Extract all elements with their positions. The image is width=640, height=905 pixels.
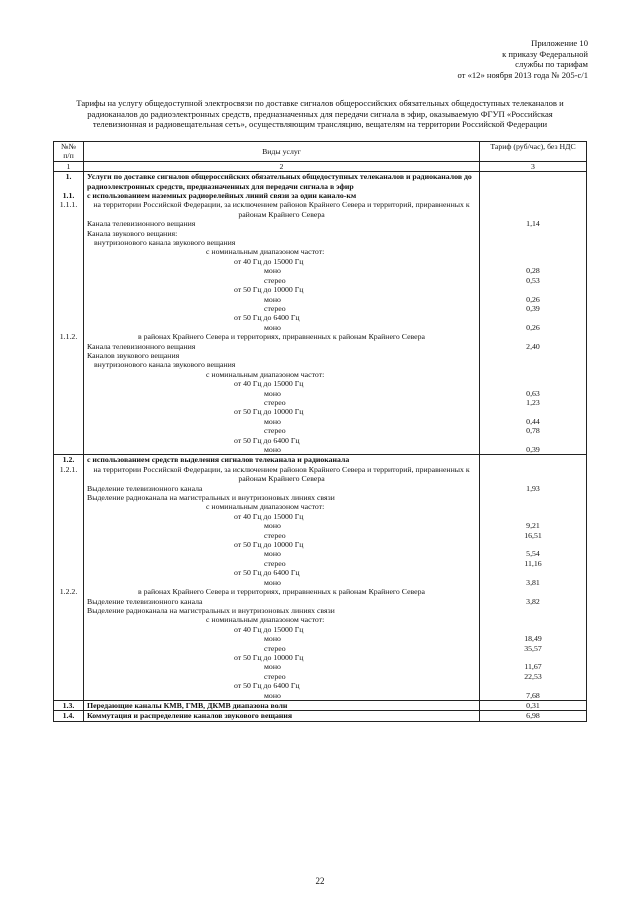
row-service: внутризонового канала звукового вещания	[84, 360, 480, 369]
row-number	[54, 625, 84, 634]
row-service: Канала телевизионного вещания	[84, 219, 480, 228]
row-service: Выделение телевизионного канала	[84, 484, 480, 493]
row-tariff: 0,78	[480, 426, 587, 435]
row-service: от 50 Гц до 10000 Гц	[84, 407, 480, 416]
row-tariff	[480, 465, 587, 484]
row-number	[54, 370, 84, 379]
row-service: от 40 Гц до 15000 Гц	[84, 625, 480, 634]
row-number: 1.2.2.	[54, 587, 84, 596]
row-tariff	[480, 436, 587, 445]
row-tariff: 2,40	[480, 342, 587, 351]
index-col-3: 3	[480, 161, 587, 171]
row-number: 1.4.	[54, 711, 84, 721]
row-service: Канала звукового вещания:	[84, 229, 480, 238]
appendix-line-1: Приложение 10	[531, 38, 588, 48]
row-number	[54, 445, 84, 455]
row-number	[54, 606, 84, 615]
row-service: от 50 Гц до 10000 Гц	[84, 285, 480, 294]
row-service: внутризонового канала звукового вещания	[84, 238, 480, 247]
row-number	[54, 257, 84, 266]
table-row	[54, 389, 587, 398]
row-service: от 50 Гц до 6400 Гц	[84, 568, 480, 577]
row-service: моно	[84, 549, 480, 558]
row-service: Выделение телевизионного канала	[84, 597, 480, 606]
row-service: с номинальным диапазоном частот:	[84, 502, 480, 511]
row-number	[54, 238, 84, 247]
row-number	[54, 568, 84, 577]
row-tariff	[480, 257, 587, 266]
row-number	[54, 531, 84, 540]
row-number	[54, 229, 84, 238]
row-number	[54, 662, 84, 671]
row-service: от 40 Гц до 15000 Гц	[84, 379, 480, 388]
row-number	[54, 426, 84, 435]
row-number	[54, 521, 84, 530]
appendix-line-4: от «12» ноября 2013 года № 205-с/1	[457, 69, 588, 80]
row-service: на территории Российской Федерации, за исключением районов Крайнего Севера и территорий, приравненных к районам Крайнего Севера	[84, 465, 480, 484]
row-service: с номинальным диапазоном частот:	[84, 615, 480, 624]
table-row	[54, 465, 587, 484]
row-number: 1.1.2.	[54, 332, 84, 341]
row-tariff	[480, 379, 587, 388]
row-service: от 40 Гц до 15000 Гц	[84, 512, 480, 521]
table-row	[54, 285, 587, 294]
table-row	[54, 521, 587, 530]
row-service: моно	[84, 521, 480, 530]
table-header-row	[54, 142, 587, 162]
row-service: от 50 Гц до 6400 Гц	[84, 313, 480, 322]
table-index-row	[54, 161, 587, 171]
table-row	[54, 587, 587, 596]
table-row	[54, 559, 587, 568]
row-tariff: 0,63	[480, 389, 587, 398]
table-row	[54, 276, 587, 285]
table-row	[54, 578, 587, 587]
row-number	[54, 398, 84, 407]
table-row	[54, 568, 587, 577]
table-row	[54, 398, 587, 407]
table-row	[54, 455, 587, 465]
table-row	[54, 238, 587, 247]
row-tariff	[480, 407, 587, 416]
row-service: моно	[84, 445, 480, 455]
table-row	[54, 304, 587, 313]
row-number	[54, 484, 84, 493]
table-row	[54, 597, 587, 606]
row-number	[54, 304, 84, 313]
table-row	[54, 512, 587, 521]
row-service: Передающие каналы КМВ, ГМВ, ДКМВ диапазона волн	[84, 700, 480, 710]
table-row	[54, 436, 587, 445]
row-tariff: 9,21	[480, 521, 587, 530]
row-number	[54, 313, 84, 322]
row-number	[54, 578, 84, 587]
row-service: от 50 Гц до 6400 Гц	[84, 436, 480, 445]
row-tariff: 0,39	[480, 445, 587, 455]
row-tariff	[480, 172, 587, 191]
row-service: от 40 Гц до 15000 Гц	[84, 257, 480, 266]
table-row	[54, 662, 587, 671]
row-number: 1.2.	[54, 455, 84, 465]
tariff-table	[53, 141, 587, 722]
row-tariff: 6,98	[480, 711, 587, 721]
table-row	[54, 219, 587, 228]
table-row	[54, 653, 587, 662]
row-number: 1.3.	[54, 700, 84, 710]
row-tariff	[480, 681, 587, 690]
row-tariff	[480, 653, 587, 662]
table-row	[54, 681, 587, 690]
row-number: 1.	[54, 172, 84, 191]
row-service: в районах Крайнего Севера и территориях, приравненных к районам Крайнего Севера	[84, 587, 480, 596]
row-number	[54, 502, 84, 511]
row-service: моно	[84, 691, 480, 701]
row-number	[54, 219, 84, 228]
row-number	[54, 549, 84, 558]
table-row	[54, 700, 587, 710]
row-tariff: 0,26	[480, 295, 587, 304]
row-service: от 50 Гц до 10000 Гц	[84, 540, 480, 549]
table-row	[54, 484, 587, 493]
row-service: стерео	[84, 644, 480, 653]
row-service: моно	[84, 634, 480, 643]
row-tariff	[480, 313, 587, 322]
table-row	[54, 615, 587, 624]
row-tariff: 1,93	[480, 484, 587, 493]
table-row	[54, 332, 587, 341]
table-row	[54, 691, 587, 701]
row-number	[54, 323, 84, 332]
table-row	[54, 313, 587, 322]
row-tariff	[480, 512, 587, 521]
appendix-line-2: к приказу Федеральной	[502, 48, 588, 59]
row-number	[54, 389, 84, 398]
row-tariff: 35,57	[480, 644, 587, 653]
row-tariff	[480, 625, 587, 634]
row-number	[54, 247, 84, 256]
table-row	[54, 417, 587, 426]
table-row	[54, 407, 587, 416]
table-row	[54, 634, 587, 643]
row-tariff: 0,26	[480, 323, 587, 332]
table-row	[54, 323, 587, 332]
row-tariff	[480, 587, 587, 596]
row-number	[54, 672, 84, 681]
row-service: от 50 Гц до 10000 Гц	[84, 653, 480, 662]
table-row	[54, 531, 587, 540]
row-service: моно	[84, 578, 480, 587]
row-tariff	[480, 568, 587, 577]
table-row	[54, 493, 587, 502]
row-number	[54, 691, 84, 701]
table-row	[54, 351, 587, 360]
row-service: моно	[84, 389, 480, 398]
row-number: 1.1.1.	[54, 200, 84, 219]
row-tariff	[480, 455, 587, 465]
table-row	[54, 247, 587, 256]
table-row	[54, 229, 587, 238]
row-number	[54, 512, 84, 521]
row-number	[54, 597, 84, 606]
table-row	[54, 370, 587, 379]
row-service: моно	[84, 266, 480, 275]
row-number	[54, 644, 84, 653]
table-row	[54, 606, 587, 615]
table-row	[54, 502, 587, 511]
table-row	[54, 360, 587, 369]
table-row	[54, 172, 587, 191]
row-number	[54, 559, 84, 568]
row-number: 1.1.	[54, 191, 84, 200]
row-service: стерео	[84, 398, 480, 407]
row-service: Выделение радиоканала на магистральных и внутризоновых линиях связи	[84, 606, 480, 615]
row-service: Выделение радиоканала на магистральных и внутризоновых линиях связи	[84, 493, 480, 502]
row-service: на территории Российской Федерации, за исключением районов Крайнего Севера и территорий, приравненных к районам Крайнего Севера	[84, 200, 480, 219]
table-row	[54, 266, 587, 275]
table-row	[54, 200, 587, 219]
table-row	[54, 191, 587, 200]
table-row	[54, 342, 587, 351]
row-number	[54, 342, 84, 351]
row-number	[54, 351, 84, 360]
row-service: Каналов звукового вещания	[84, 351, 480, 360]
header-tariff: Тариф (руб/час), без НДС	[480, 142, 587, 162]
table-row	[54, 625, 587, 634]
row-tariff: 0,39	[480, 304, 587, 313]
row-number	[54, 379, 84, 388]
row-tariff	[480, 247, 587, 256]
row-tariff	[480, 229, 587, 238]
row-tariff	[480, 370, 587, 379]
row-tariff	[480, 285, 587, 294]
table-row	[54, 257, 587, 266]
table-row	[54, 711, 587, 721]
row-number	[54, 615, 84, 624]
row-service: моно	[84, 662, 480, 671]
row-service: стерео	[84, 531, 480, 540]
header-num: №№ п/п	[54, 142, 84, 162]
row-service: Коммутация и распределение каналов звукового вещания	[84, 711, 480, 721]
row-number	[54, 360, 84, 369]
row-service: стерео	[84, 426, 480, 435]
table-row	[54, 549, 587, 558]
row-number	[54, 276, 84, 285]
table-row	[54, 445, 587, 455]
row-tariff	[480, 360, 587, 369]
row-tariff	[480, 502, 587, 511]
row-tariff: 0,28	[480, 266, 587, 275]
index-col-2: 2	[84, 161, 480, 171]
header-services: Виды услуг	[84, 142, 480, 162]
row-tariff: 0,53	[480, 276, 587, 285]
row-service: с номинальным диапазоном частот:	[84, 247, 480, 256]
row-service: с использованием наземных радиорелейных линий связи за один канало-км	[84, 191, 480, 200]
row-service: моно	[84, 295, 480, 304]
row-tariff	[480, 493, 587, 502]
table-row	[54, 672, 587, 681]
row-service: моно	[84, 323, 480, 332]
row-tariff	[480, 615, 587, 624]
table-row	[54, 644, 587, 653]
row-tariff: 11,67	[480, 662, 587, 671]
row-service: с использованием средств выделения сигналов телеканала и радиоканала	[84, 455, 480, 465]
row-tariff	[480, 238, 587, 247]
appendix-block	[457, 38, 588, 80]
row-service: Канала телевизионного вещания	[84, 342, 480, 351]
row-number	[54, 436, 84, 445]
row-tariff: 1,23	[480, 398, 587, 407]
table-row	[54, 540, 587, 549]
row-service: от 50 Гц до 6400 Гц	[84, 681, 480, 690]
document-title: Тарифы на услугу общедоступной электросвязи по доставке сигналов общероссийских обязательных общедоступных телеканалов и радиоканалов до радиоэлектронных средств, предназначенных для передачи сигнала в эфир, оказываемую ФГУП «Российская телевизионная и радиовещательная сеть», осуществляющим трансляцию, вещателям на территории Российской Федерации	[76, 98, 564, 130]
row-service: стерео	[84, 304, 480, 313]
row-tariff: 1,14	[480, 219, 587, 228]
row-tariff: 7,68	[480, 691, 587, 701]
row-number	[54, 681, 84, 690]
row-number	[54, 295, 84, 304]
row-tariff: 5,54	[480, 549, 587, 558]
row-tariff	[480, 332, 587, 341]
index-col-1: 1	[54, 161, 84, 171]
row-number	[54, 493, 84, 502]
row-number	[54, 634, 84, 643]
row-service: с номинальным диапазоном частот:	[84, 370, 480, 379]
row-number	[54, 540, 84, 549]
row-tariff: 3,82	[480, 597, 587, 606]
row-tariff	[480, 351, 587, 360]
row-service: стерео	[84, 672, 480, 681]
row-number	[54, 417, 84, 426]
row-tariff: 11,16	[480, 559, 587, 568]
table-row	[54, 295, 587, 304]
row-tariff	[480, 200, 587, 219]
row-number	[54, 653, 84, 662]
row-service: стерео	[84, 559, 480, 568]
row-service: в районах Крайнего Севера и территориях, приравненных к районам Крайнего Севера	[84, 332, 480, 341]
row-tariff: 22,53	[480, 672, 587, 681]
row-tariff: 16,51	[480, 531, 587, 540]
row-tariff: 0,44	[480, 417, 587, 426]
row-number: 1.2.1.	[54, 465, 84, 484]
table-row	[54, 426, 587, 435]
row-number	[54, 266, 84, 275]
row-tariff	[480, 540, 587, 549]
row-service: моно	[84, 417, 480, 426]
page-number: 22	[315, 876, 325, 886]
row-service: Услуги по доставке сигналов общероссийских обязательных общедоступных телеканалов и радиоканалов до радиоэлектронных средств, предназначенных для передачи сигнала в эфир	[84, 172, 480, 191]
table-row	[54, 379, 587, 388]
row-tariff: 0,31	[480, 700, 587, 710]
row-tariff: 3,81	[480, 578, 587, 587]
appendix-line-3: службы по тарифам	[515, 59, 588, 70]
row-number	[54, 407, 84, 416]
row-number	[54, 285, 84, 294]
row-tariff: 18,49	[480, 634, 587, 643]
row-service: стерео	[84, 276, 480, 285]
row-tariff	[480, 606, 587, 615]
row-tariff	[480, 191, 587, 200]
